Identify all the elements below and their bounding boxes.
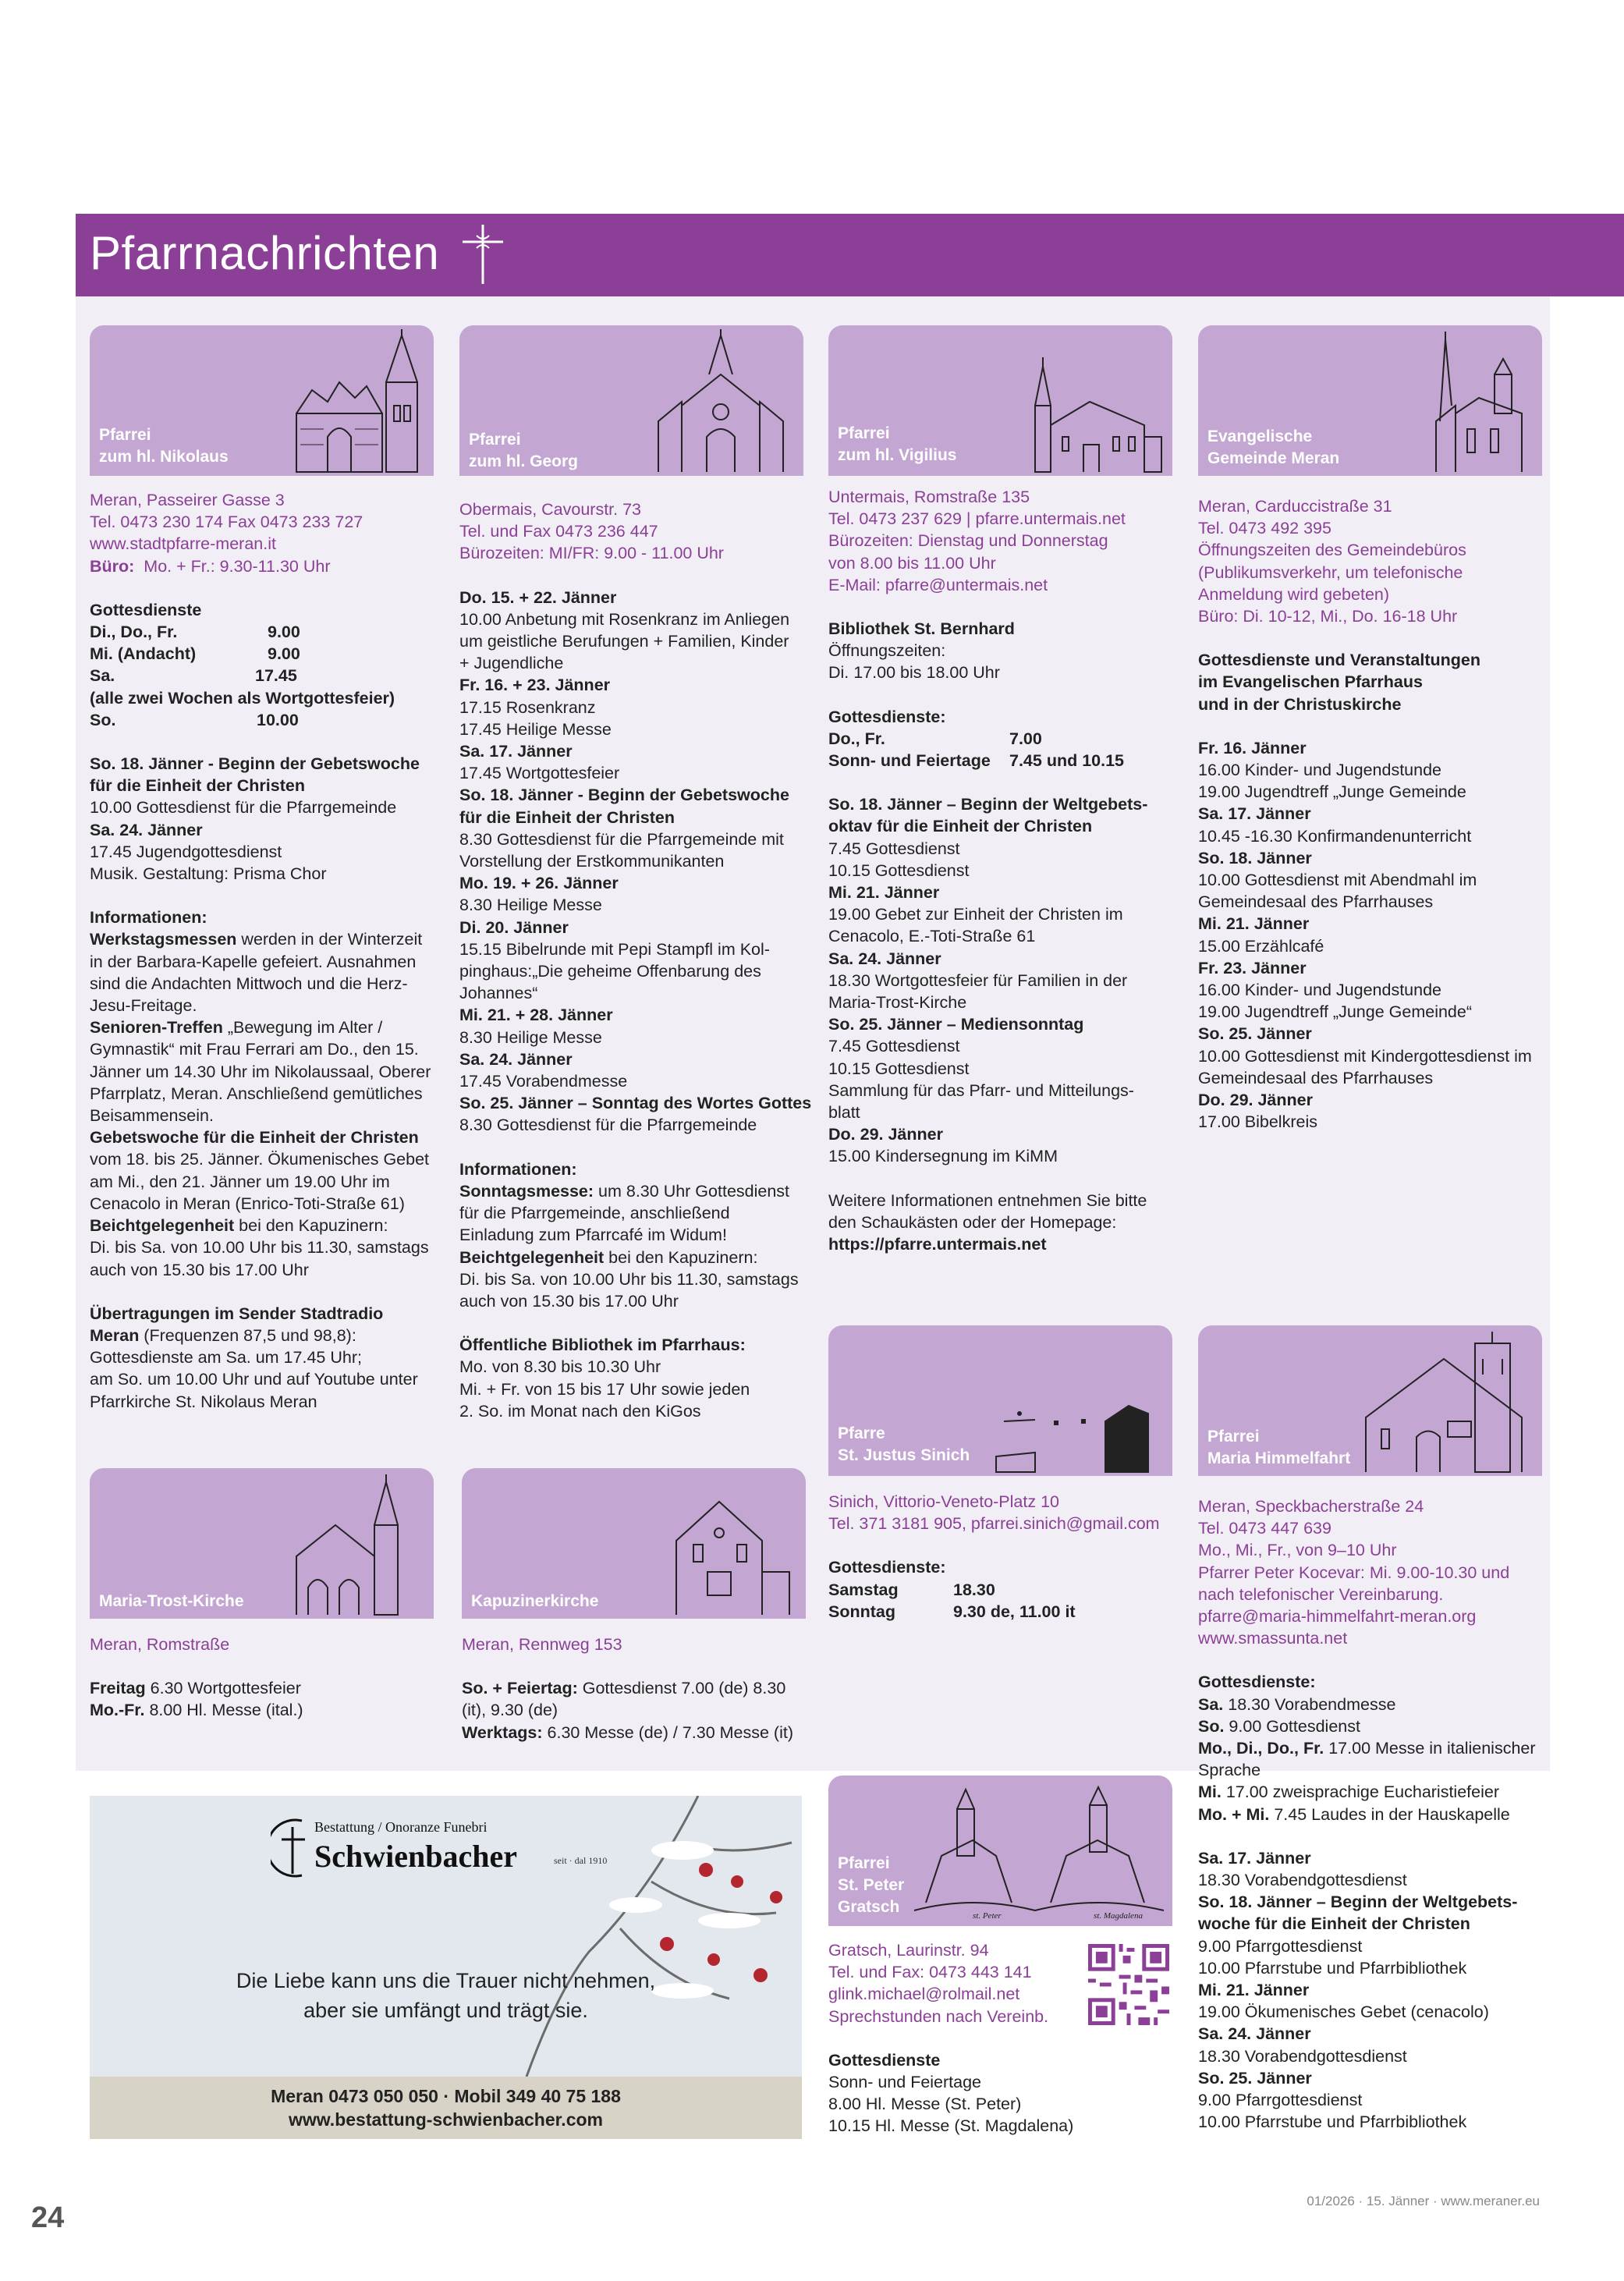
card-body: Meran, Speckbacherstraße 24 Tel. 0473 447 639 Mo., Mi., Fr., von 9–10 Uhr Pfarrer Peter Kocevar: Mi. 9.00-10.30 und nach telefonischer Vereinbarung. pfarre@maria-himmelfahrt-meran.org www.smassunta.net Gottesdienste: Sa. 18.30 Vorabendmesse So. 9.00 Gottesdienst Mo., Di., Do., Fr. 17.00 Messe in italienischer Sprache Mi. 17.00 zweisprachige Eucharistiefeier Mo. + Mi. 7.45 Laudes in der Hauskapelle Sa. 17. Jänner 18.30 Vorabendgottesdienst So. 18. Jänner – Beginn der Weltgebets- woche für die Einheit der Christen 9.00 Pfarrgottesdienst 10.00 Pfarrstube und Pfarrbibliothek Mi. 21. Jänner 19.00 Ökumenisches Gebet (cenacolo) Sa. 24. Jänner 18.30 Vorabendgottesdienst So. 25. Jänner 9.00 Pfarrgottesdienst 10.00 Pfarrstube und Pfarrbibliothek (1198, 1495, 1565, 2133)
card-header (459, 325, 803, 476)
church-illustration-icon (988, 1328, 1168, 1476)
card-title-line: zum hl. Vigilius (838, 446, 957, 464)
card-header (828, 325, 1172, 476)
card-title-line: St. Justus Sinich (838, 1446, 970, 1464)
card-title-line: Pfarre (838, 1424, 885, 1442)
card-header (828, 1325, 1172, 1476)
card-header (90, 1468, 434, 1619)
card-title-line: Pfarrei (469, 431, 521, 449)
card-title-line: Maria Himmelfahrt (1207, 1449, 1351, 1467)
email-link[interactable]: E-Mail: pfarre@untermais.net (828, 575, 1048, 594)
card-title-line: Gemeinde Meran (1207, 449, 1340, 467)
card-title-line: zum hl. Nikolaus (99, 448, 229, 466)
address-line: Meran, Passeirer Gasse 3 (90, 491, 285, 509)
event-block: So. 18. Jänner - Beginn der Gebetswoche für die Einheit der Christen 10.00 Gottesdienst für die Pfarrgemeinde Sa. 24. Jänner 17.45 Jugendgottesdienst Musik. Gestaltung: Prisma Chor (90, 754, 420, 884)
card-body: Meran, Romstraße Freitag 6.30 Wortgottesfeier Mo.-Fr. 8.00 Hl. Messe (ital.) (90, 1635, 303, 1720)
church-illustration-icon (1420, 328, 1537, 476)
service-row: Sa. 17.45 (90, 666, 297, 686)
card-title-line: Gratsch (838, 1898, 900, 1916)
card-body: Meran, Carduccistraße 31 Tel. 0473 492 395 Öffnungszeiten des Gemeindebüros (Publikumsverkehr, um telefonische Anmeldung wird gebeten) Büro: Di. 10-12, Mi., Do. 16-18 Uhr Gottesdienste und Veranstaltungen im Evangelischen Pfarrhaus und in der Christuskirche Fr. 16. Jänner 16.00 Kinder- und Jugendstunde 19.00 Jugendtreff „Junge Gemeinde Sa. 17. Jänner 10.45 -16.30 Konfirmandenunterricht So. 18. Jänner 10.00 Gottesdienst mit Abendmahl im Gemeindesaal des Pfarrhauses Mi. 21. Jänner 15.00 Erzählcafé Fr. 23. Jänner 16.00 Kinder- und Jugendstunde 19.00 Jugendtreff „Junge Gemeinde“ So. 25. Jänner 10.00 Gottesdienst mit Kindergottesdienst im Gemeindesaal des Pfarrhauses Do. 29. Jänner 17.00 Bibelkreis (1198, 497, 1532, 1132)
card-title-line: zum hl. Georg (469, 452, 579, 470)
card-header (1198, 1325, 1542, 1476)
church-illustration-icon (281, 328, 429, 476)
card-title-line: Kapuzinerkirche (471, 1592, 599, 1610)
ad-quote: Die Liebe kann uns die Trauer nicht nehmen, aber sie umfängt und trägt sie. (236, 1969, 656, 2022)
phone-line: Tel. 0473 230 174 Fax 0473 233 727 (90, 513, 363, 532)
card-body (90, 489, 456, 1413)
section-header (76, 214, 1624, 296)
card-title-line: Evangelische (1207, 427, 1313, 445)
services-block (90, 599, 456, 731)
cross-icon (458, 222, 508, 287)
ad-subtitle: Bestattung / Onoranze Funebri (314, 1819, 488, 1835)
office-hours: Büro: Mo. + Fr.: 9.30-11.30 Uhr (90, 556, 331, 576)
website-link[interactable]: www.stadtpfarre-meran.it (90, 534, 276, 554)
issue-info: 01/2026 · 15. Jänner · www.meraner.eu (1307, 2194, 1540, 2208)
church-illustration-icon (643, 328, 799, 476)
ad-brand: Schwienbacher (314, 1839, 517, 1874)
radio-block: Übertragungen im Sender Stadtradio Meran (Frequenzen 87,5 und 98,8): Gottesdienste am Sa. um 17.45 Uhr; am So. um 10.00 Uhr und auf Youtube unter Pfarrkirche St. Nikolaus Meran (90, 1304, 418, 1411)
cross-logo-icon (271, 1816, 314, 1880)
card-title-line: Pfarrei (838, 1854, 890, 1872)
card-title-line: Pfarrei (99, 426, 151, 444)
info-block: Informationen: Werkstagsmessen werden in der Winterzeit in der Barbara-Kapelle gefeiert. Ausnahmen sind die Andachten Mittwoch und die Herz- Jesu-Freitage. Senioren-Treffen „Bewegung im Alter / Gymnastik“ mit Frau Ferrari am Do., den 15. Jänner um 14.30 Uhr im Nikolaussaal, Oberer Pfarrplatz, Meran. Anschließend gemütliches Beisammensein. Gebetswoche für die Einheit der Christen vom 18. bis 25. Jänner. Ökumenisches Gebet am Mi., den 21. Jänner um 19.00 Uhr im Cenacolo in Meran (Enrico-Toti-Straße 61) Beichtgelegenheit bei den Kapuzinern: Di. bis Sa. von 10.00 Uhr bis 11.30, samstags auch von 15.30 bis 17.00 Uhr (90, 908, 431, 1279)
email-link[interactable]: glink.michael@rolmail.net (828, 1985, 1020, 2004)
services-title: Gottesdienste (90, 600, 202, 619)
page-title: Pfarrnachrichten (90, 227, 440, 279)
card-body: Meran, Rennweg 153 So. + Feiertag: Gottesdienst 7.00 (de) 8.30 (it), 9.30 (de) Werktags: 6.30 Messe (de) / 7.30 Messe (it) (462, 1635, 793, 1742)
card-header (1198, 325, 1542, 476)
card-title-line: Pfarrei (1207, 1428, 1260, 1446)
church-illustration-icon (289, 1470, 429, 1619)
service-row: Di., Do., Fr. 9.00 (90, 623, 300, 642)
website-link[interactable]: www.smassunta.net (1198, 1629, 1348, 1648)
illustration-label: st. Peter (973, 1911, 1002, 1921)
page-number: 24 (31, 2201, 65, 2234)
card-title-line: St. Peter (838, 1876, 905, 1894)
ad-website[interactable]: www.bestattung-schwienbacher.com (288, 2109, 603, 2130)
church-illustration-icon (1012, 328, 1168, 476)
card-title-line: Pfarrei (838, 424, 890, 442)
homepage-link[interactable]: https://pfarre.untermais.net (828, 1235, 1047, 1254)
card-body: Gratsch, Laurinstr. 94 Tel. und Fax: 0473 443 141 glink.michael@rolmail.net Sprechstunden nach Vereinb. Gottesdienste Sonn- und Feiertage 8.00 Hl. Messe (St. Peter) 10.15 Hl. Messe (St. Magdalena) (828, 1939, 1195, 2137)
service-row: So. 10.00 (90, 710, 299, 729)
card-header (462, 1468, 806, 1619)
church-illustration-icon (661, 1470, 801, 1619)
service-row: Mi. (Andacht) 9.00 (90, 644, 300, 664)
ad-phone: Meran 0473 050 050 · Mobil 349 40 75 188 (271, 2086, 621, 2106)
card-title-line: Maria-Trost-Kirche (99, 1592, 244, 1610)
church-illustration-icon (910, 1778, 1168, 1926)
email-link[interactable]: pfarre@maria-himmelfahrt-meran.org (1198, 1607, 1477, 1626)
illustration-label: st. Magdalena (1094, 1911, 1143, 1921)
card-body: Sinich, Vittorio-Veneto-Platz 10 Tel. 371 3181 905, pfarrei.sinich@gmail.com Gottesdienste: Samstag 18.30 Sonntag 9.30 de, 11.00 it (828, 1492, 1160, 1621)
qr-code-icon[interactable] (1088, 1944, 1169, 2025)
ad-contact (90, 2084, 802, 2131)
card-header (828, 1775, 1172, 1926)
funeral-ad (90, 1796, 802, 2139)
card-header (90, 325, 434, 476)
card-body: Untermais, Romstraße 135 Tel. 0473 237 629 | pfarre.untermais.net Bürozeiten: Dienstag und Donnerstag von 8.00 bis 11.00 Uhr E-Mail: pfarre@untermais.net Bibliothek St. Bernhard Öffnungszeiten: Di. 17.00 bis 18.00 Uhr Gottesdienste: Do., Fr. 7.00 Sonn- und Feiertage 7.45 und 10.15 So. 18. Jänner – Beginn der Weltgebets- oktav für die Einheit der Christen 7.45 Gottesdienst 10.15 Gottesdienst Mi. 21. Jänner 19.00 Gebet zur Einheit der Christen im Cenacolo, E.-Toti-Straße 61 Sa. 24. Jänner 18.30 Wortgottesfeier für Familien in der Maria-Trost-Kirche So. 25. Jänner – Mediensonntag 7.45 Gottesdienst 10.15 Gottesdienst Sammlung für das Pfarr- und Mitteilungs- blatt Do. 29. Jänner 15.00 Kindersegnung im KiMM Weitere Informationen entnehmen Sie bitte den Schaukästen oder der Homepage: https://pfarre.untermais.net (828, 486, 1195, 1255)
ad-since: seit · dal 1910 (554, 1855, 608, 1866)
service-note: (alle zwei Wochen als Wortgottesfeier) (90, 688, 395, 708)
card-body: Obermais, Cavourstr. 73 Tel. und Fax 0473 236 447 Bürozeiten: MI/FR: 9.00 - 11.00 Uhr Do. 15. + 22. Jänner 10.00 Anbetung mit Rosenkranz im Anliegen um geistliche Berufungen + Familien, Kinder + Jugendliche Fr. 16. + 23. Jänner 17.15 Rosenkranz 17.45 Heilige Messe Sa. 17. Jänner 17.45 Wortgottesfeier So. 18. Jänner - Beginn der Gebetswoche für die Einheit der Christen 8.30 Gottesdienst für die Pfarrgemeinde mit Vorstellung der Erstkommunikanten Mo. 19. + 26. Jänner 8.30 Heilige Messe Di. 20. Jänner 15.15 Bibelrunde mit Pepi Stampfl im Kol- pinghaus:„Die geheime Offenbarung des Johannes“ Mi. 21. + 28. Jänner 8.30 Heilige Messe Sa. 24. Jänner 17.45 Vorabendmesse So. 25. Jänner – Sonntag des Wortes Gottes 8.30 Gottesdienst für die Pfarrgemeinde Informationen: Sonntagsmesse: um 8.30 Uhr Gottesdienst für die Pfarrgemeinde, anschließend Einladung zum Pfarrcafé im Widum! Beichtgelegenheit bei den Kapuzinern: Di. bis Sa. von 10.00 Uhr bis 11.30, samstags auch von 15.30 bis 17.00 Uhr Öffentliche Bibliothek im Pfarrhaus: Mo. von 8.30 bis 10.30 Uhr Mi. + Fr. von 15 bis 17 Uhr sowie jeden 2. So. im Monat nach den KiGos (459, 500, 812, 1421)
church-illustration-icon (1358, 1328, 1537, 1476)
